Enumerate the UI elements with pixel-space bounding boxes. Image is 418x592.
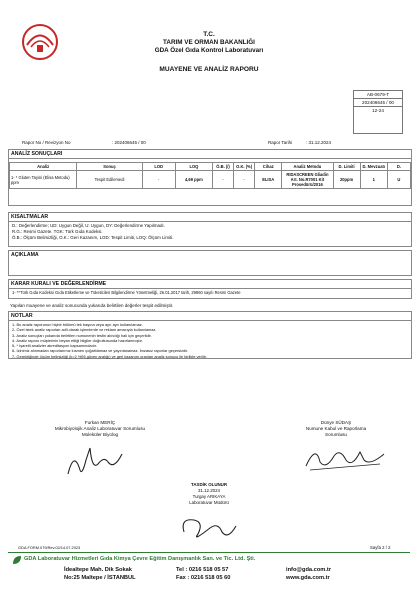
note-line: 4- Analiz raporu müşterinin beyan ettiği bilgiler doğrultusunda hazırlanmıştır. (12, 337, 143, 343)
header-tc: T.C. (203, 31, 215, 38)
col-loq: LOQ (175, 163, 212, 171)
notes-section (8, 311, 412, 359)
right-signatory (276, 420, 396, 438)
col-ok: O.K. (%) (234, 163, 255, 171)
footer-phones (176, 566, 230, 582)
col-sonuc: Sonuç (77, 163, 142, 171)
report-date-label: Rapor Tarihi (268, 140, 293, 145)
left-signatory-subtitle: Moleküler Biyolog (81, 432, 119, 437)
col-d: D. (387, 163, 410, 171)
notes-title: NOTLAR (9, 312, 411, 321)
note-line: 6- İzinimiz alınmadan raporlarımız kısmen çoğaltılamaz ve yayınlanamaz. İmzasız raporlar geçersizdir. (12, 348, 189, 354)
conformity-statement: Yapılan muayene ve analiz sonucunda yukarıda belirtilen değerler tespit edilmiştir. (10, 303, 174, 308)
note-line: 7- Gerektiğinde ölçüm belirsizliği (k=2 %95 güven aralığı) ve geri kazanım oranları analiz sonucu ile birlikte verilir. (12, 353, 207, 359)
footer-tel: Tel : 0216 518 05 57 (176, 567, 229, 573)
note-line: 1- Bu analiz raporunun hiçbir bölümü tek başına veya ayrı ayrı kullanılamaz. (12, 322, 143, 327)
abbreviation-line: R.G.: Resmi Gazete. TGK: Türk Gıda Kodeksi. (12, 229, 103, 235)
results-table (9, 162, 411, 189)
explanation-section (8, 250, 412, 276)
note-line: 5- * İşaretli analizler akreditasyon kapsamındadır. (12, 343, 97, 349)
right-signature-icon (300, 440, 390, 475)
right-signatory-subtitle: Sorumlusu (325, 432, 347, 437)
accreditation-box (353, 90, 403, 134)
left-signatory (30, 420, 170, 438)
footer-address-line2: No:25 Maltepe / İSTANBUL (64, 575, 136, 581)
cell-limit: 20ppm (333, 171, 360, 189)
center-signatory-name: Turgay ARIKAYA (192, 494, 226, 500)
center-signatory-title: Laboratuvar Müdürü (189, 499, 229, 505)
results-header-row (10, 163, 411, 171)
abbreviation-line: D.: Değerlendirme; UD: Uygun Değil, U: Uygun, DY: Değerlendirme Yapılmadı. (12, 223, 165, 228)
approval-label: TASDİK OLUNUR (190, 482, 228, 487)
col-cihaz: Cihaz (255, 163, 282, 171)
gda-leaf-logo (12, 555, 22, 565)
report-title: MUAYENE VE ANALİZ RAPORU (159, 66, 259, 73)
cell-mevzuat: 1 (360, 171, 387, 189)
cell-loq: 4,69 ppm (175, 171, 212, 189)
col-limit: D. Limiti (333, 163, 360, 171)
page-number: Sayfa 2 / 2 (370, 545, 391, 550)
report-date-value: : 31.12.2024 (306, 140, 332, 145)
header-lab-name: GDA Özel Gıda Kontrol Laboratuvarı (154, 47, 264, 54)
results-section (8, 149, 412, 206)
col-analiz: Analiz (10, 163, 77, 171)
footer-company: GDA Laboratuvar Hizmetleri Gıda Kimya Çevre Eğitim Danışmanlık San. ve Tic. Ltd. Şti. (24, 556, 256, 562)
decision-line: 1- **Türk Gıda Kodeksi Gıda Etiketleme ve Tüketicileri Bilgilendirme Yönetmeliği, 26.01.2017 tarih, 29960 sayılı Resmi Gazete (12, 290, 241, 295)
abbreviations-title: KISALTMALAR (9, 213, 411, 222)
results-title: ANALİZ SONUÇLARI (9, 150, 411, 159)
footer-address-line1: İdealtepe Mah. Dik Sokak (64, 567, 132, 573)
report-no-label: Rapor No / Revizyon No (22, 140, 71, 145)
note-line: 3- Analiz sonuçları yukarıda belirtilen numunenin testin alındığı hali için geçerlidir. (12, 332, 152, 338)
cell-sonuc: Tespit Edilemedi (77, 171, 142, 189)
cell-d: U (387, 171, 410, 189)
col-metod: Analiz Metodu (282, 163, 333, 171)
center-signature-icon (170, 510, 250, 544)
left-signatory-title: Mikrobiyolojik Analiz Laboratuvar Sorumlusu (54, 426, 146, 431)
report-no-value: : 202406645 / 00 (112, 140, 146, 145)
form-code: GDA.FORM.079/Rev.02/14.07.2023 (18, 545, 81, 550)
cell-ok: - (234, 171, 255, 189)
approval-block (150, 482, 268, 505)
accreditation-code: AB-0679-T (354, 91, 402, 99)
cell-ob: - (212, 171, 233, 189)
left-signatory-name: Furkan MERİÇ (84, 420, 116, 425)
approval-date: 31.12.2024 (198, 487, 220, 493)
left-signature-icon (60, 440, 130, 480)
cell-cihaz: ELISA (255, 171, 282, 189)
note-line: 2- Özel istek analiz raporları adli olarak işlemlerde ve reklam amacıyla kullanılamaz. (12, 327, 157, 333)
cell-lod: - (142, 171, 175, 189)
footer-fax: Fax : 0216 518 05 60 (176, 575, 231, 581)
abbreviation-line: Ö.B.: Ölçüm Belirsizliği, O.K.: Geri Kazanım, LOD: Tespit Limiti, LOQ: Ölçüm Limiti. (12, 235, 174, 241)
explanation-title: AÇIKLAMA (11, 252, 39, 258)
footer-divider (8, 552, 410, 553)
header-ministry: TARIM VE ORMAN BAKANLIĞI (163, 39, 255, 46)
table-row (10, 171, 411, 189)
footer-contacts (286, 566, 331, 582)
col-lod: LOD (142, 163, 175, 171)
cell-metod: RIDASCREEN Gliadin Art. No.R7001 Kit Prosedürü/2016 (282, 171, 333, 189)
right-signatory-name: Dünye SÜDAŞ (320, 420, 352, 425)
cell-analiz: 1- * Gluten Tayini (Elisa Metodu) ppm (10, 171, 77, 189)
footer-address (64, 566, 136, 582)
abbreviations-section (8, 212, 412, 247)
accreditation-report-no: 202406645 / 00 (354, 99, 402, 107)
decision-title: KARAR KURALI VE DEĞERLENDİRME (9, 280, 411, 289)
footer-web[interactable]: www.gda.com.tr (286, 575, 330, 581)
right-signatory-title: Numune Kabul ve Raporlama (305, 426, 367, 431)
accreditation-date-code: 12-24 (372, 108, 384, 113)
col-mevzuat: D. Mevzuatı (360, 163, 387, 171)
col-ob: Ö.B. (/) (212, 163, 233, 171)
decision-section (8, 279, 412, 299)
footer-email[interactable]: info@gda.com.tr (286, 567, 332, 573)
